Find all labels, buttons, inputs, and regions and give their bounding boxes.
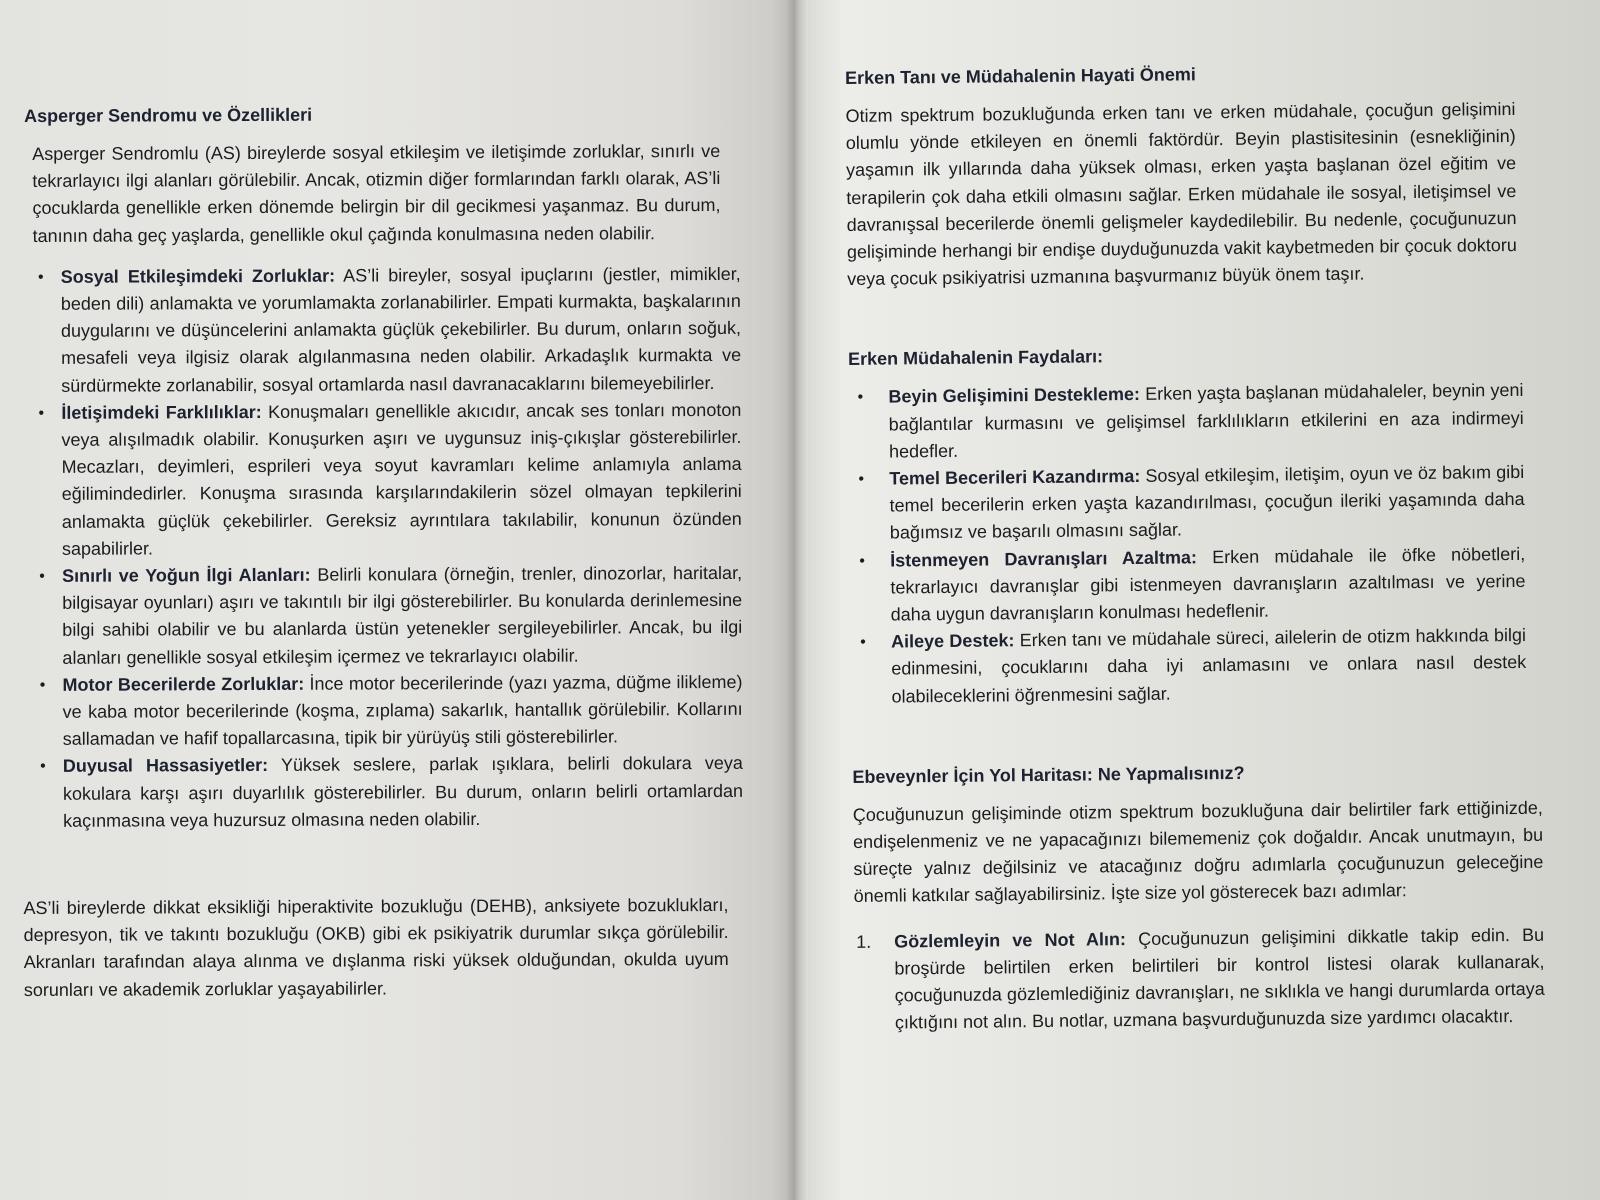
benefits-list: [848, 377, 1526, 710]
step-term: Gözlemleyin ve Not Alın:: [894, 928, 1127, 952]
bullet-icon: •: [40, 758, 46, 776]
list-item: [849, 459, 1525, 548]
benefit-term: Temel Becerileri Kazandırma:: [889, 465, 1141, 489]
bullet-icon: •: [38, 404, 45, 422]
right-page-content: [845, 61, 1570, 1038]
benefit-text: Sosyal etkileşim, iletişim, oyun ve öz bakım gibi temel becerilerin erken yaşta kazandırılması, çocuğun ileriki yaşamında daha bağımsız ve başarılı olmasını sağlar.: [889, 461, 1525, 543]
list-item: [854, 921, 1545, 1037]
roadmap-intro-paragraph: Çocuğunuzun gelişiminde otizm spektrum bozukluğuna dair belirtiler fark ettiğinizde, endişelenmeniz ve ne yapacağınızı bilememeniz çok doğaldır. Ancak unutmayın, bu süreçte yalnız değilsiniz ve atacağınız doğru adımlarla çocuğunuzun geleceğine önemli katkılar sağlayabilirsiniz. İşte size yol gösterecek bazı adımlar:: [852, 797, 1544, 907]
section-title-benefits: Erken Müdahalenin Faydaları:: [847, 346, 1104, 370]
list-item: [29, 397, 742, 563]
feature-term: Sınırlı ve Yoğun İlgi Alanları:: [62, 564, 311, 586]
benefit-text: Erken yaşta başlanan müdahaleler, beynin yeni bağlantılar kurmasını ve gelişimsel farklılıkların etkilerini en aza indirmeyi hedefler.: [888, 380, 1524, 462]
feature-text: Konuşmaları genellikle akıcıdır, ancak ses tonları monoton veya alışılmadık olabilir. Konuşurken aşırı ve uygunsuz iniş-çıkışlar gösterebilirler. Mecazları, deyimleri, esprileri veya soyut kavramları kelime anlamıyla anlama eğilimindedirler. Konuşma sırasında karşılarındakilerin sözel olmayan tepkilerini anlamakta güçlük çekebilirler. Gereksiz ayrıntılara takılabilir, konunun özünden sapabilirler.: [61, 399, 742, 559]
benefit-term: Beyin Gelişimini Destekleme:: [888, 384, 1141, 407]
early-diagnosis-paragraph: Otizm spektrum bozukluğunda erken tanı ve erken müdahale, çocuğun gelişimini olumlu yönde etkileyen en önemli faktördür. Beyin plastisitesinin (esnekliğinin) yaşamın ilk yıllarında daha yüksek olması, erken yaşta başlanan özel eğitim ve terapilerin çok daha etkili olmasını sağlar. Erken müdahale ile sosyal, iletişimsel ve davranışsal becerilerde önemli gelişmeler kaydedilebilir. Bu nedenle, çocuğunuzun gelişiminde herhangi bir endişe duyduğunuzda vakit kaybetmeden bir çocuk doktoru veya çocuk psikiyatrisi uzmanına başvurmanız büyük önem taşır.: [845, 98, 1517, 290]
list-item: [30, 560, 742, 672]
bullet-icon: •: [859, 552, 866, 570]
list-item: [850, 541, 1526, 630]
feature-term: Sosyal Etkileşimdeki Zorluklar:: [60, 265, 336, 287]
list-item: [31, 750, 743, 835]
left-page: [0, 0, 795, 1200]
bullet-icon: •: [860, 634, 866, 652]
feature-term: Motor Becerilerde Zorluklar:: [62, 673, 305, 695]
feature-text: İnce motor becerilerinde (yazı yazma, düğme ilikleme) ve kaba motor becerilerinde (koşma, zıplama) sakarlık, hantallık görülebilir. Kollarını sallamadan ve hafif topallarcasına, tipik bir yürüyüş stili gösterebilirler.: [62, 671, 743, 750]
asperger-features-list: [29, 261, 743, 835]
feature-term: İletişimdeki Farklılıklar:: [61, 401, 262, 423]
feature-text: Belirli konulara (örneğin, trenler, dinozorlar, haritalar, bilgisayar oyunları) aşırı ve takıntılı bir ilgi gösterebilirler. Bu konularda derinlemesine bilgi sahibi olabilir ve bu alanlarda üstün yetenekler sergileyebilirler. Ancak, bu ilgi alanları genellikle sosyal etkileşim içermez ve tekrarlayıcı olabilir.: [62, 562, 743, 668]
section-title-early-diagnosis: Erken Tanı ve Müdahalenin Hayati Önemi: [845, 64, 1196, 88]
left-page-content: [24, 103, 747, 1004]
bullet-icon: •: [39, 676, 46, 694]
right-page: [795, 0, 1600, 1200]
list-item: [848, 377, 1524, 466]
feature-text: AS’li bireyler, sosyal ipuçlarını (jestler, mimikler, beden dili) anlamakta ve yorumlamakta zorlanabilirler. Empati kurmakta, başkalarının duygularını ve düşüncelerini anlamakta güçlük çekebilirler. Bu durum, onların soğuk, mesafeli veya ilgisiz olarak algılanmasına neden olabilir. Arkadaşlık kurmakta ve sürdürmekte zorlanabilir, sosyal ortamlarda nasıl davranacaklarını bilemeyebilirler.: [60, 263, 742, 396]
benefit-text: Erken müdahale ile öfke nöbetleri, tekrarlayıcı davranışlar gibi istenmeyen davranışların azaltılması ve yerine daha uygun davranışların konulması hedeflenir.: [890, 543, 1526, 625]
list-item: [30, 669, 742, 754]
roadmap-steps-list: [854, 921, 1545, 1037]
bullet-icon: •: [858, 470, 865, 488]
step-text: Çocuğunuzun gelişimini dikkatle takip edin. Bu broşürde belirtilen erken belirtileri bir kontrol listesi olarak kullanarak, çocuğunuzda gözlemlediğiniz davranışları, ne sıklıkla ve hangi durumlarda ortaya çıktığını not alın. Bu notlar, uzmana başvurduğunuzda size yardımcı olacaktır.: [894, 924, 1545, 1033]
bullet-icon: •: [37, 268, 44, 286]
feature-text: Yüksek seslere, parlak ışıklara, belirli dokulara veya kokulara karşı aşırı duyarlılık gösterebilirler. Bu durum, onların belirli ortamlardan kaçınmasına veya huzursuz olmasına neden olabilir.: [62, 753, 744, 831]
comorbidity-paragraph: AS’li bireylerde dikkat eksikliği hiperaktivite bozukluğu (DEHB), anksiyete bozuklukları, depresyon, tik ve takıntı bozukluğu (OKB) gibi ek psikiyatrik durumlar sıkça görülebilir. Akranları tarafından alaya alınma ve dışlanma riski yüksek olduğundan, okulda uyum sorunları ve akademik zorluklar yaşayabilirler.: [23, 895, 729, 1000]
list-item: [29, 261, 742, 400]
list-item: [851, 622, 1527, 711]
step-number: 1.: [856, 931, 872, 952]
feature-term: Duyusal Hassasiyetler:: [62, 755, 269, 777]
asperger-intro-paragraph: Asperger Sendromlu (AS) bireylerde sosyal etkileşim ve iletişimde zorluklar, sınırlı ve tekrarlayıcı ilgi alanları görülebilir. Ancak, otizmin diğer formlarından farklı olarak, AS’li çocuklarda genellikle erken dönemde belirgin bir dil gecikmesi yaşanmaz. Bu durum, tanının daha geç yaşlarda, genellikle okul çağında konulmasına neden olabilir.: [32, 140, 721, 246]
benefit-term: İstenmeyen Davranışları Azaltma:: [890, 546, 1198, 571]
bullet-icon: •: [39, 567, 45, 585]
section-title-roadmap: Ebeveynler İçin Yol Haritası: Ne Yapmalısınız?: [852, 762, 1245, 787]
benefit-term: Aileye Destek:: [890, 630, 1015, 652]
bullet-icon: •: [857, 389, 864, 407]
benefit-text: Erken tanı ve müdahale süreci, ailelerin de otizm hakkında bilgi edinmesini, çocuklarını daha iyi anlamasını ve onlara nasıl destek olabileceklerini öğrenmesini sağlar.: [891, 625, 1527, 707]
section-title-asperger: Asperger Sendromu ve Özellikleri: [24, 104, 313, 126]
